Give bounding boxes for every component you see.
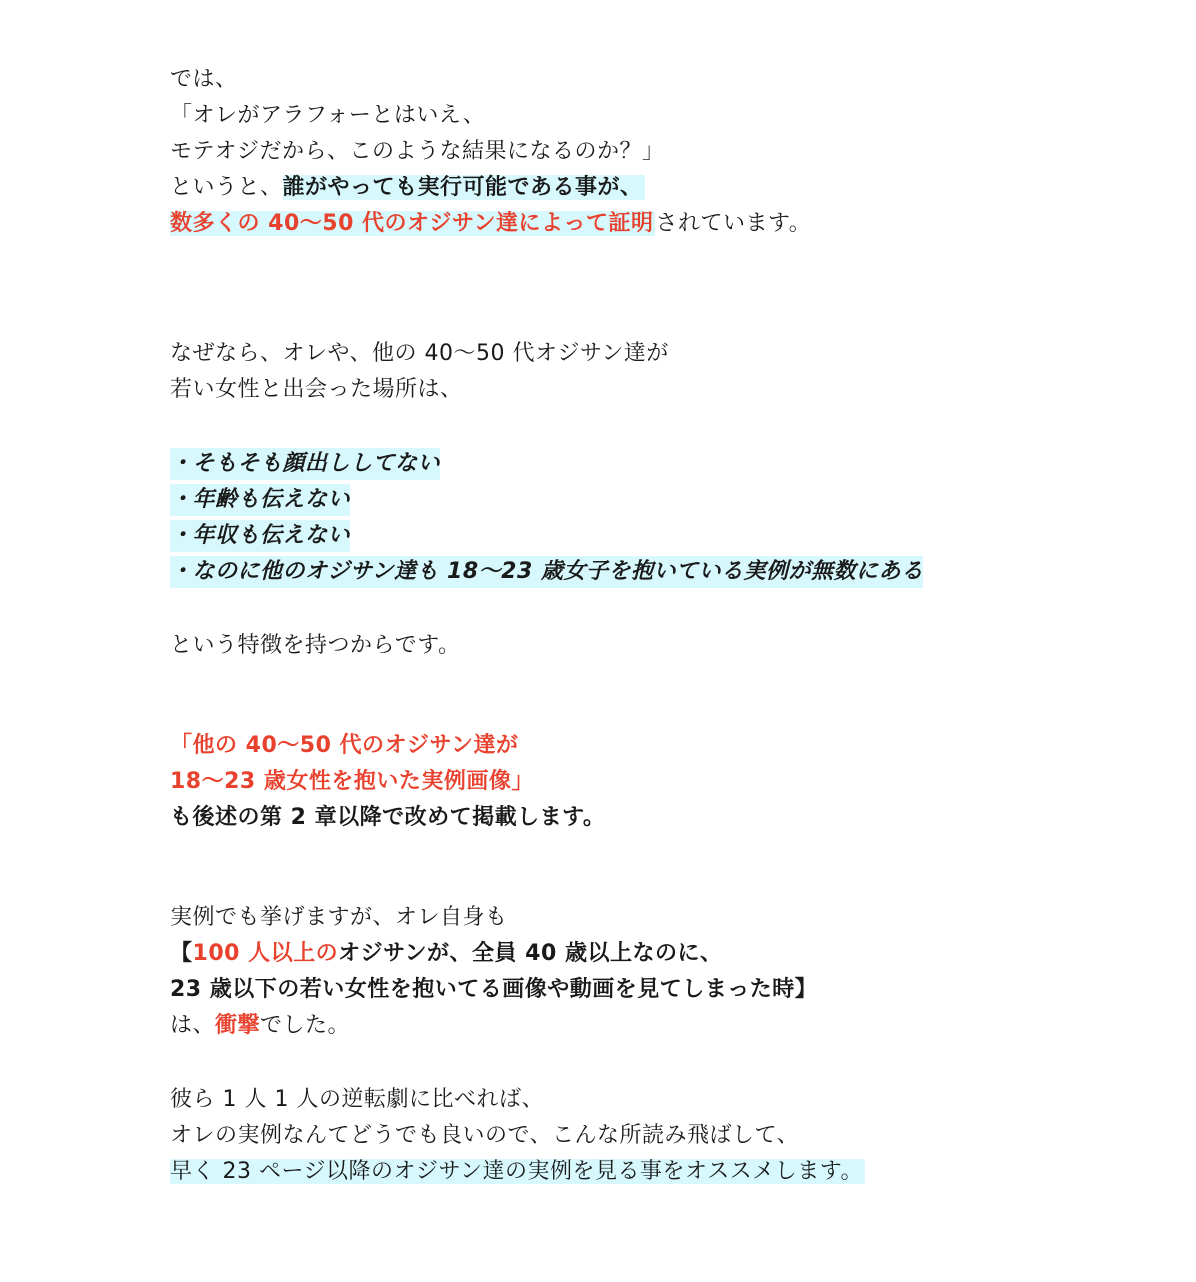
text-line bbox=[170, 372, 463, 408]
text: 実例でも挙げますが、オレ自身も bbox=[170, 905, 508, 930]
text: でした。 bbox=[260, 1013, 351, 1038]
text-line bbox=[170, 628, 461, 664]
list-item bbox=[170, 554, 923, 590]
list-item-text: ・そもそも顔出ししてない bbox=[170, 448, 440, 480]
text: なぜなら、オレや、他の 40〜50 代オジサン達が bbox=[170, 341, 669, 366]
list-item bbox=[170, 482, 350, 518]
text: 彼ら 1 人 1 人の逆転劇に比べれば、 bbox=[170, 1087, 544, 1112]
text: 「オレがアラフォーとはいえ、 bbox=[170, 103, 486, 128]
bold-text: も後述の第 2 章以降で改めて掲載します。 bbox=[170, 805, 606, 830]
text-line bbox=[170, 728, 518, 764]
text-line bbox=[170, 62, 238, 98]
list-item-text: ・なのに他のオジサン達も 18〜23 歳女子を抱いている実例が無数にある bbox=[170, 556, 923, 588]
list-item bbox=[170, 446, 440, 482]
text-line bbox=[170, 936, 722, 972]
highlighted-text: 早く 23 ページ以降のオジサン達の実例を見る事をオススメします。 bbox=[170, 1159, 863, 1184]
highlighted-red-text: 数多くの 40〜50 代のオジサン達によって証明 bbox=[170, 211, 654, 236]
text-line bbox=[170, 972, 817, 1008]
text-line bbox=[170, 800, 605, 836]
text-line bbox=[170, 1154, 865, 1190]
red-text: 衝撃 bbox=[215, 1013, 261, 1038]
text: オレの実例なんてどうでも良いので、こんな所読み飛ばして、 bbox=[170, 1123, 800, 1148]
highlighted-text: 誰がやっても実行可能である事が、 bbox=[282, 175, 643, 200]
red-text: 18〜23 歳女性を抱いた実例画像」 bbox=[170, 769, 534, 794]
text: では、 bbox=[170, 67, 238, 92]
text-line bbox=[170, 900, 508, 936]
text: されています。 bbox=[655, 211, 812, 236]
text-line bbox=[170, 134, 665, 170]
text-line bbox=[170, 1008, 350, 1044]
bold-text: 23 歳以下の若い女性を抱いてる画像や動画を見てしまった時】 bbox=[170, 977, 818, 1002]
text: 若い女性と出会った場所は、 bbox=[170, 377, 463, 402]
text: は、 bbox=[170, 1013, 216, 1038]
bold-text: オジサンが、全員 40 歳以上なのに、 bbox=[338, 941, 723, 966]
text: モテオジだから、このような結果になるのか？」 bbox=[170, 139, 665, 164]
text-line bbox=[170, 1082, 544, 1118]
text: というと、 bbox=[170, 175, 283, 200]
red-text: 「他の 40〜50 代のオジサン達が bbox=[170, 733, 519, 758]
text-line bbox=[170, 98, 485, 134]
text: という特徴を持つからです。 bbox=[170, 633, 461, 658]
list-item bbox=[170, 518, 350, 554]
text-line bbox=[170, 170, 645, 206]
text-line bbox=[170, 336, 669, 372]
red-text: 100 人以上の bbox=[192, 941, 339, 966]
list-item-text: ・年収も伝えない bbox=[170, 520, 350, 552]
text-line bbox=[170, 206, 811, 242]
text-line bbox=[170, 1118, 799, 1154]
text-line bbox=[170, 764, 534, 800]
bold-text: 【 bbox=[170, 941, 193, 966]
list-item-text: ・年齢も伝えない bbox=[170, 484, 350, 516]
